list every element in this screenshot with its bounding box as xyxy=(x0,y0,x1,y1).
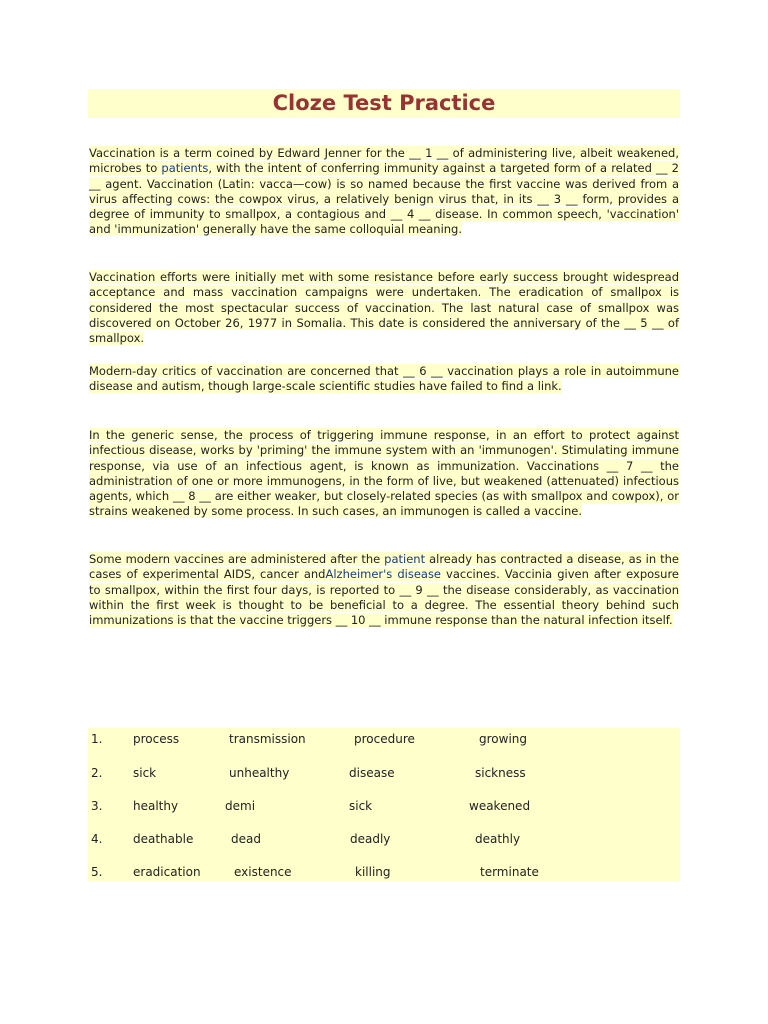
option-number: 2. xyxy=(91,766,103,780)
paragraph-3-text: Modern-day critics of vaccination are concerned that __ 6 __ vaccination plays a role in autoimmune disease and autism, though large-scale scientific studies have failed to find a link. xyxy=(89,364,679,394)
title-bar xyxy=(88,89,680,118)
option-choice: demi xyxy=(225,799,256,813)
option-choice: weakened xyxy=(469,799,531,813)
option-choice: deathly xyxy=(475,832,521,846)
paragraph-4-text: In the generic sense, the process of triggering immune response, in an effort to protect against infectious disease, works by 'priming' the immune system with an 'immunogen'. Stimulating immune response, via use of an infectious agent, is known as immunization. Vaccinations __ 7 __ the administration of one or more immunogens, in the form of live, but weakened (attenuated) infectious agents, which __ 8 __ are either weaker, but closely-related species (as with smallpox and cowpox), or strains weakened by some process. In such cases, an immunogen is called a vaccine. xyxy=(89,428,679,519)
option-row xyxy=(88,729,680,749)
option-choice: deathable xyxy=(133,832,194,846)
option-choice: growing xyxy=(479,732,527,746)
alzheimers-disease-link[interactable]: Alzheimer's disease xyxy=(325,567,442,582)
option-choice: terminate xyxy=(480,865,539,879)
paragraph-1-text-end: , with the intent of conferring immunity against a targeted form of a related __ 2 __ agent. Vaccination (Latin: vacca—cow) is so named because the first vaccine was derived from a virus affecting cows: the cowpox virus, a relatively benign virus that, in its __ 3 __ form, provides a degree of immunity to smallpox, a contagious and __ 4 __ disease. In common speech, 'vaccination' and 'immunization' generally have the same colloquial meaning. xyxy=(89,161,679,237)
option-row xyxy=(88,862,680,882)
patient-link[interactable]: patient xyxy=(384,552,426,566)
option-choice: unhealthy xyxy=(229,766,290,780)
option-choice: sickness xyxy=(475,766,526,780)
option-choice: transmission xyxy=(229,732,306,746)
option-row xyxy=(88,796,680,816)
option-choice: eradication xyxy=(133,865,201,879)
option-choice: procedure xyxy=(354,732,415,746)
paragraph-1-text-start: Vaccination is a term coined by Edward Jenner for the __ 1 __ of administering live, albeit weakened, microbes to xyxy=(89,146,679,176)
page-title: Cloze Test Practice xyxy=(272,91,496,115)
option-number: 4. xyxy=(91,832,103,846)
paragraph-5-text-end: vaccines. Vaccinia given after exposure to smallpox, within the first four days, is reported to __ 9 __ the disease considerably, as vaccination within the first week is thought to be beneficial to a degree. The essential theory behind such immunizations is that the vaccine triggers __ 10 __ immune response than the natural infection itself. xyxy=(89,567,680,628)
option-choice: healthy xyxy=(133,799,179,813)
option-choice: dead xyxy=(231,832,261,846)
paragraph-2 xyxy=(89,270,679,346)
answer-options-table xyxy=(88,728,680,881)
patients-link[interactable]: patients xyxy=(161,161,209,176)
option-row xyxy=(88,763,680,783)
option-choice: killing xyxy=(355,865,391,879)
option-number: 5. xyxy=(91,865,103,879)
option-choice: sick xyxy=(349,799,373,813)
paragraph-5-text-start: Some modern vaccines are administered after the xyxy=(89,552,385,566)
option-number: 1. xyxy=(91,732,103,746)
paragraph-3 xyxy=(89,364,679,395)
option-choice: deadly xyxy=(350,832,391,846)
paragraph-1 xyxy=(89,146,679,238)
paragraph-2-text: Vaccination efforts were initially met with some resistance before early success brought widespread acceptance and mass vaccination campaigns were undertaken. The eradication of smallpox is considered the most spectacular success of vaccination. The last natural case of smallpox was discovered on October 26, 1977 in Somalia. This date is considered the anniversary of the __ 5 __ of smallpox. xyxy=(89,270,679,346)
option-number: 3. xyxy=(91,799,103,813)
paragraph-4 xyxy=(89,428,679,520)
paragraph-5 xyxy=(89,552,679,628)
option-choice: disease xyxy=(349,766,395,780)
option-choice: existence xyxy=(234,865,292,879)
option-row xyxy=(88,829,680,849)
option-choice: process xyxy=(133,732,180,746)
paragraph-5-text-mid: already has contracted a disease, as in the cases of experimental AIDS, cancer and xyxy=(89,552,679,582)
option-choice: sick xyxy=(133,766,157,780)
